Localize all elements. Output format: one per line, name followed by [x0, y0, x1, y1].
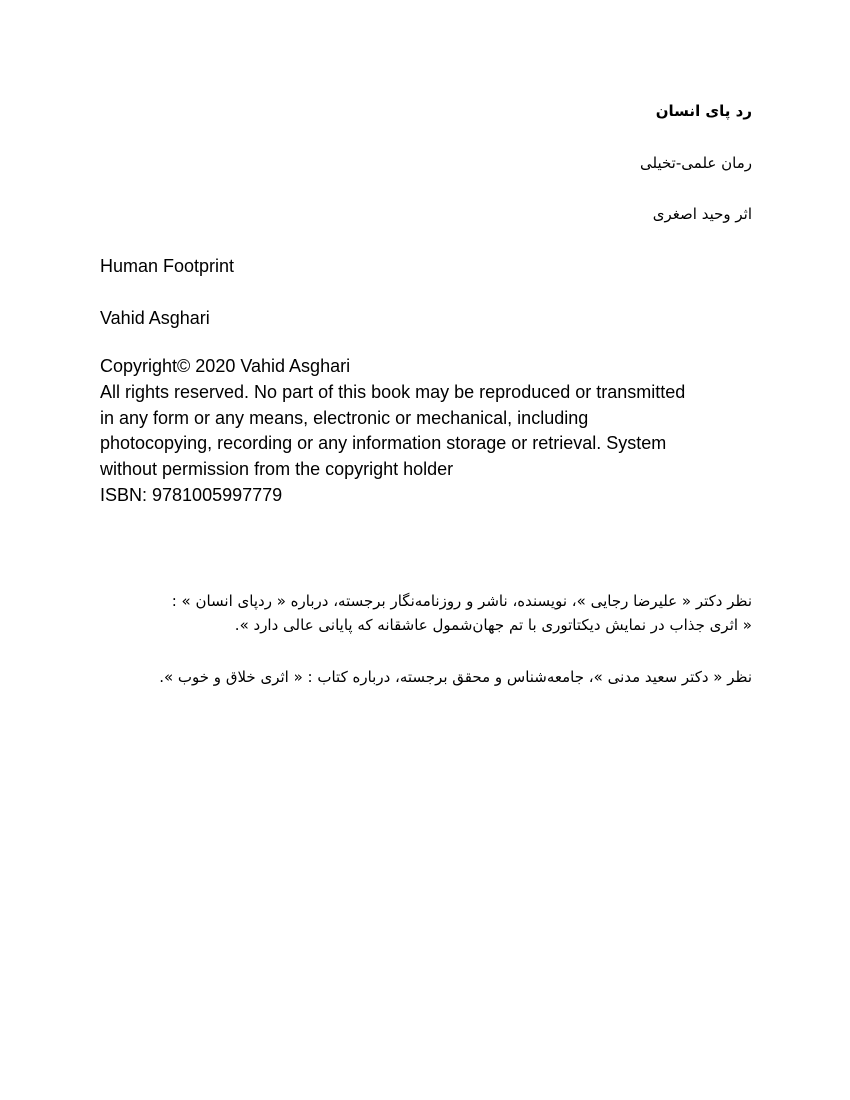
- copyright-notice: Copyright© 2020 Vahid Asghari: [100, 356, 351, 376]
- persian-title: رد پای انسان: [655, 102, 752, 120]
- copyright-block: [100, 354, 760, 509]
- copyright-text-line: without permission from the copyright holder: [100, 459, 454, 480]
- review-quote: [112, 665, 752, 689]
- isbn: ISBN: 9781005997779: [100, 484, 283, 505]
- copyright-text-line: All rights reserved. No part of this book may be reproduced or transmitted: [100, 381, 686, 402]
- persian-genre: رمان علمی-تخیلی: [640, 154, 752, 172]
- review-quote: [112, 589, 752, 637]
- review-line: نظر « دکتر سعید مدنی »، جامعه‌شناس و محقق برجسته، درباره کتاب : « اثری خلاق و خوب ».: [159, 668, 752, 686]
- review-line: « اثری جذاب در نمایش دیکتاتوری با تم جهان‌شمول عاشقانه که پایانی عالی دارد ».: [234, 616, 752, 634]
- copyright-text-line: photocopying, recording or any information storage or retrieval. System: [100, 433, 667, 454]
- english-title: Human Footprint: [100, 256, 235, 276]
- review-line: نظر دکتر « علیرضا رجایی »، نویسنده، ناشر و روزنامه‌نگار برجسته، درباره « ردپای انسان » :: [171, 592, 752, 610]
- english-author: Vahid Asghari: [100, 308, 210, 328]
- copyright-text-line: in any form or any means, electronic or mechanical, including: [100, 407, 589, 428]
- persian-author: اثر وحید اصغری: [652, 205, 752, 223]
